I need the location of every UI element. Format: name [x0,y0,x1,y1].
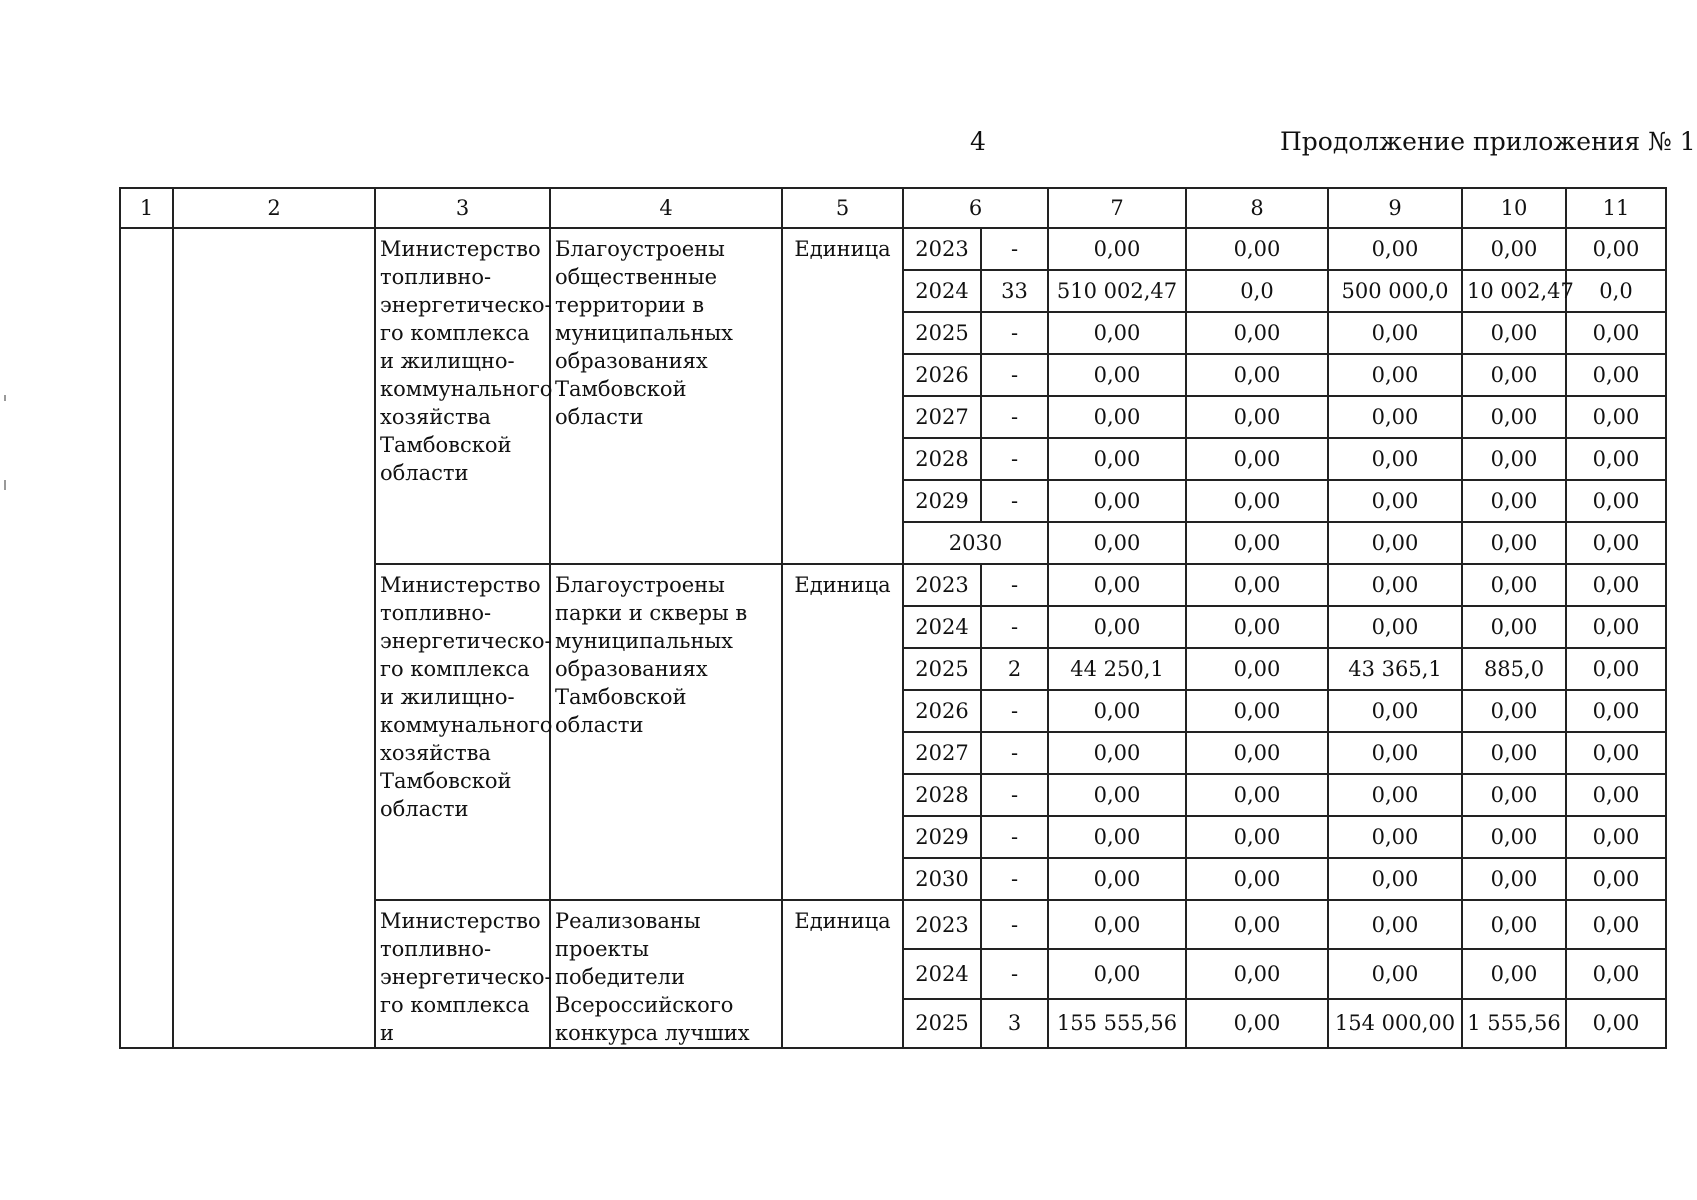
amount-col9: 0,00 [1328,228,1462,270]
year-cell: 2024 [903,949,981,998]
amount-col10: 0,00 [1462,606,1566,648]
amount-total: 0,00 [1048,606,1186,648]
year-cell: 2027 [903,732,981,774]
amount-total: 0,00 [1048,858,1186,900]
amount-col9: 0,00 [1328,354,1462,396]
amount-col10: 0,00 [1462,564,1566,606]
column-number-row [120,188,1666,228]
amount-col9: 0,00 [1328,690,1462,732]
quantity-cell: 33 [981,270,1048,312]
unit-of-measure: Единица [782,564,903,900]
amount-total: 0,00 [1048,774,1186,816]
amount-col9: 0,00 [1328,606,1462,648]
amount-total: 0,00 [1048,522,1186,564]
amount-total: 0,00 [1048,228,1186,270]
year-cell: 2023 [903,564,981,606]
amount-col10: 0,00 [1462,858,1566,900]
amount-col11: 0,00 [1566,228,1666,270]
appendix-table [119,187,1667,1049]
amount-col9: 0,00 [1328,396,1462,438]
amount-total: 0,00 [1048,480,1186,522]
amount-col8: 0,00 [1186,312,1328,354]
column-header: 1 [120,188,173,228]
quantity-cell: - [981,228,1048,270]
column-header: 6 [903,188,1048,228]
year-cell: 2023 [903,900,981,949]
responsible-executor: Министерство топливно-энергетическо-го комплекса и жилищно-коммунального хозяйства Тамбовской области [375,564,550,900]
amount-col11: 0,00 [1566,949,1666,998]
amount-col11: 0,00 [1566,999,1666,1048]
year-cell: 2028 [903,438,981,480]
amount-total: 0,00 [1048,354,1186,396]
amount-col8: 0,00 [1186,228,1328,270]
amount-col8: 0,00 [1186,438,1328,480]
quantity-cell: - [981,900,1048,949]
amount-col8: 0,00 [1186,732,1328,774]
amount-col8: 0,00 [1186,396,1328,438]
table-row [120,228,1666,270]
quantity-cell: - [981,816,1048,858]
amount-col9: 0,00 [1328,480,1462,522]
unit-of-measure: Единица [782,228,903,564]
year-cell: 2025 [903,648,981,690]
quantity-cell: 3 [981,999,1048,1048]
amount-col11: 0,00 [1566,606,1666,648]
amount-col8: 0,00 [1186,354,1328,396]
column-header: 8 [1186,188,1328,228]
amount-col11: 0,00 [1566,858,1666,900]
amount-col9: 0,00 [1328,522,1462,564]
year-cell: 2029 [903,480,981,522]
amount-col9: 0,00 [1328,816,1462,858]
amount-col10: 10 002,47 [1462,270,1566,312]
amount-col8: 0,00 [1186,480,1328,522]
scan-mark [4,395,6,401]
page-number: 4 [970,127,986,156]
amount-total: 0,00 [1048,438,1186,480]
amount-col11: 0,0 [1566,270,1666,312]
amount-col8: 0,00 [1186,774,1328,816]
year-cell: 2024 [903,270,981,312]
amount-col11: 0,00 [1566,648,1666,690]
amount-col11: 0,00 [1566,816,1666,858]
year-cell: 2025 [903,999,981,1048]
amount-total: 44 250,1 [1048,648,1186,690]
quantity-cell: - [981,774,1048,816]
amount-total: 155 555,56 [1048,999,1186,1048]
scan-mark [4,480,6,490]
amount-col9: 154 000,00 [1328,999,1462,1048]
quantity-cell: - [981,858,1048,900]
year-cell: 2030 [903,858,981,900]
amount-col8: 0,00 [1186,606,1328,648]
amount-col10: 0,00 [1462,949,1566,998]
amount-col11: 0,00 [1566,564,1666,606]
amount-col9: 0,00 [1328,900,1462,949]
column-header: 7 [1048,188,1186,228]
year-cell: 2024 [903,606,981,648]
amount-col10: 0,00 [1462,438,1566,480]
amount-col9: 0,00 [1328,438,1462,480]
amount-col9: 0,00 [1328,949,1462,998]
amount-col9: 43 365,1 [1328,648,1462,690]
amount-total: 0,00 [1048,732,1186,774]
amount-col10: 0,00 [1462,690,1566,732]
col2-cell [173,228,375,1048]
appendix-continuation-title: Продолжение приложения № 1 [1280,127,1696,156]
amount-col9: 500 000,0 [1328,270,1462,312]
year-cell: 2030 [903,522,1048,564]
indicator-name: Благоустроены общественные территории в муниципальных образованиях Тамбовской области [550,228,782,564]
indicator-name: Благоустроены парки и скверы в муниципальных образованиях Тамбовской области [550,564,782,900]
column-header: 5 [782,188,903,228]
amount-total: 510 002,47 [1048,270,1186,312]
indicator-name: Реализованы проекты победители Всероссийского конкурса лучших [550,900,782,1048]
quantity-cell: - [981,690,1048,732]
amount-col9: 0,00 [1328,564,1462,606]
amount-col8: 0,00 [1186,949,1328,998]
amount-col8: 0,00 [1186,858,1328,900]
amount-col11: 0,00 [1566,900,1666,949]
amount-col8: 0,00 [1186,564,1328,606]
amount-col11: 0,00 [1566,522,1666,564]
amount-col11: 0,00 [1566,396,1666,438]
quantity-cell: - [981,312,1048,354]
year-cell: 2029 [903,816,981,858]
amount-col10: 0,00 [1462,396,1566,438]
quantity-cell: - [981,949,1048,998]
amount-col11: 0,00 [1566,438,1666,480]
year-cell: 2027 [903,396,981,438]
amount-col9: 0,00 [1328,858,1462,900]
amount-col11: 0,00 [1566,480,1666,522]
amount-col10: 0,00 [1462,312,1566,354]
amount-col8: 0,00 [1186,816,1328,858]
amount-col11: 0,00 [1566,312,1666,354]
column-header: 9 [1328,188,1462,228]
amount-total: 0,00 [1048,396,1186,438]
amount-col8: 0,00 [1186,900,1328,949]
quantity-cell: 2 [981,648,1048,690]
amount-col8: 0,00 [1186,999,1328,1048]
quantity-cell: - [981,732,1048,774]
amount-col10: 0,00 [1462,900,1566,949]
quantity-cell: - [981,438,1048,480]
amount-col11: 0,00 [1566,732,1666,774]
year-cell: 2025 [903,312,981,354]
amount-col10: 0,00 [1462,480,1566,522]
amount-col11: 0,00 [1566,774,1666,816]
col1-cell [120,228,173,1048]
amount-total: 0,00 [1048,816,1186,858]
amount-col10: 0,00 [1462,522,1566,564]
amount-total: 0,00 [1048,949,1186,998]
amount-col10: 0,00 [1462,228,1566,270]
year-cell: 2026 [903,690,981,732]
column-header: 3 [375,188,550,228]
amount-col9: 0,00 [1328,774,1462,816]
amount-total: 0,00 [1048,564,1186,606]
amount-total: 0,00 [1048,690,1186,732]
amount-col8: 0,00 [1186,690,1328,732]
amount-col11: 0,00 [1566,690,1666,732]
amount-col10: 1 555,56 [1462,999,1566,1048]
responsible-executor: Министерство топливно-энергетическо-го комплекса и [375,900,550,1048]
amount-col10: 0,00 [1462,816,1566,858]
column-header: 10 [1462,188,1566,228]
quantity-cell: - [981,396,1048,438]
column-header: 11 [1566,188,1666,228]
year-cell: 2028 [903,774,981,816]
amount-col10: 0,00 [1462,354,1566,396]
amount-total: 0,00 [1048,900,1186,949]
quantity-cell: - [981,354,1048,396]
year-cell: 2023 [903,228,981,270]
responsible-executor: Министерство топливно-энергетическо-го комплекса и жилищно-коммунального хозяйства Тамбовской области [375,228,550,564]
unit-of-measure: Единица [782,900,903,1048]
amount-col10: 0,00 [1462,774,1566,816]
quantity-cell: - [981,480,1048,522]
amount-col9: 0,00 [1328,732,1462,774]
quantity-cell: - [981,606,1048,648]
year-cell: 2026 [903,354,981,396]
quantity-cell: - [981,564,1048,606]
amount-col10: 885,0 [1462,648,1566,690]
amount-col8: 0,0 [1186,270,1328,312]
column-header: 4 [550,188,782,228]
amount-col9: 0,00 [1328,312,1462,354]
amount-col11: 0,00 [1566,354,1666,396]
amount-col8: 0,00 [1186,522,1328,564]
column-header: 2 [173,188,375,228]
amount-col10: 0,00 [1462,732,1566,774]
amount-total: 0,00 [1048,312,1186,354]
amount-col8: 0,00 [1186,648,1328,690]
